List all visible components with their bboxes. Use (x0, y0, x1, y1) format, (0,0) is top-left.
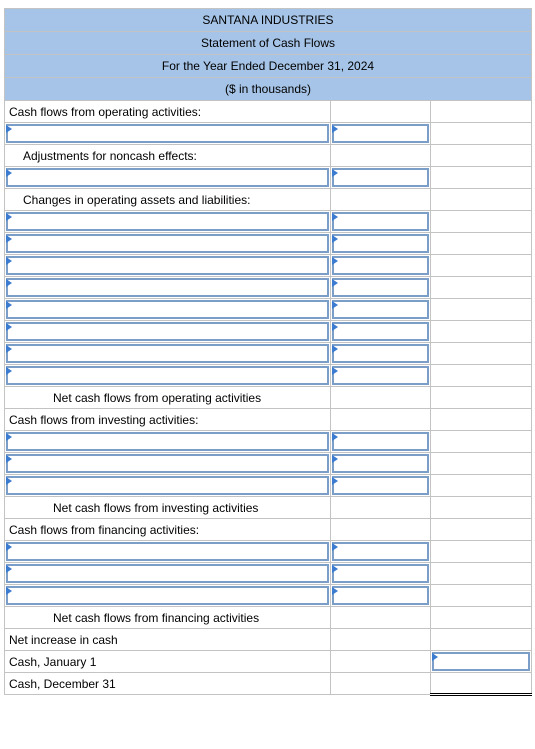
change-amount-input[interactable] (331, 211, 431, 233)
adjustments-heading: Adjustments for noncash effects: (5, 145, 331, 167)
financing-amount-input[interactable] (331, 541, 431, 563)
dropdown-caret-icon (332, 433, 338, 441)
empty-cell (431, 585, 532, 607)
cash-flow-statement-table (4, 8, 532, 696)
empty-cell (331, 629, 431, 651)
empty-cell (431, 277, 532, 299)
financing-item-input[interactable] (5, 563, 331, 585)
investing-amount-input[interactable] (331, 453, 431, 475)
change-amount-input[interactable] (331, 255, 431, 277)
operating-amount-input[interactable] (331, 123, 431, 145)
dropdown-caret-icon (332, 587, 338, 595)
dropdown-caret-icon (6, 301, 12, 309)
empty-cell (331, 387, 431, 409)
dropdown-caret-icon (332, 169, 338, 177)
dropdown-caret-icon (6, 169, 12, 177)
empty-cell (331, 673, 431, 695)
net-investing-label: Net cash flows from investing activities (5, 497, 331, 519)
dropdown-caret-icon (332, 301, 338, 309)
change-amount-input[interactable] (331, 321, 431, 343)
change-item-input[interactable] (5, 299, 331, 321)
net-increase-label: Net increase in cash (5, 629, 331, 651)
company-name-text: SANTANA INDUSTRIES (202, 13, 334, 27)
empty-cell (431, 541, 532, 563)
empty-cell (431, 563, 532, 585)
empty-cell (331, 607, 431, 629)
empty-cell (431, 299, 532, 321)
empty-cell (431, 189, 532, 211)
dropdown-caret-icon (6, 323, 12, 331)
operating-heading: Cash flows from operating activities: (5, 101, 331, 123)
change-item-input[interactable] (5, 343, 331, 365)
empty-cell (431, 145, 532, 167)
financing-heading: Cash flows from financing activities: (5, 519, 331, 541)
financing-item-input[interactable] (5, 541, 331, 563)
net-operating-total-cell (431, 387, 532, 409)
empty-cell (331, 145, 431, 167)
financing-amount-input[interactable] (331, 585, 431, 607)
net-increase-total-cell (431, 629, 532, 651)
dropdown-caret-icon (332, 279, 338, 287)
empty-cell (331, 409, 431, 431)
statement-period-text: For the Year Ended December 31, 2024 (161, 59, 375, 73)
dropdown-caret-icon (332, 543, 338, 551)
change-item-input[interactable] (5, 233, 331, 255)
empty-cell (331, 497, 431, 519)
cash-dec31-total-cell (431, 673, 532, 695)
change-item-input[interactable] (5, 211, 331, 233)
adjustment-amount-input[interactable] (331, 167, 431, 189)
empty-cell (431, 255, 532, 277)
empty-cell (331, 651, 431, 673)
investing-amount-input[interactable] (331, 475, 431, 497)
dropdown-caret-icon (6, 543, 12, 551)
dropdown-caret-icon (332, 565, 338, 573)
net-investing-total-cell (431, 497, 532, 519)
change-item-input[interactable] (5, 255, 331, 277)
dropdown-caret-icon (332, 257, 338, 265)
empty-cell (331, 189, 431, 211)
change-item-input[interactable] (5, 365, 331, 387)
dropdown-caret-icon (6, 235, 12, 243)
change-amount-input[interactable] (331, 299, 431, 321)
empty-cell (331, 519, 431, 541)
dropdown-caret-icon (6, 433, 12, 441)
change-item-input[interactable] (5, 277, 331, 299)
statement-units-text: ($ in thousands) (224, 82, 312, 96)
empty-cell (331, 101, 431, 123)
dropdown-caret-icon (6, 565, 12, 573)
empty-cell (431, 409, 532, 431)
dropdown-caret-icon (6, 345, 12, 353)
dropdown-caret-icon (6, 477, 12, 485)
dropdown-caret-icon (6, 367, 12, 375)
operating-item-input[interactable] (5, 123, 331, 145)
empty-cell (431, 211, 532, 233)
dropdown-caret-icon (332, 345, 338, 353)
dropdown-caret-icon (432, 653, 438, 661)
cash-jan1-label: Cash, January 1 (5, 651, 331, 673)
net-financing-label: Net cash flows from financing activities (5, 607, 331, 629)
net-financing-total-cell (431, 607, 532, 629)
dropdown-caret-icon (332, 125, 338, 133)
change-amount-input[interactable] (331, 277, 431, 299)
statement-period (5, 55, 532, 78)
investing-item-input[interactable] (5, 475, 331, 497)
adjustment-item-input[interactable] (5, 167, 331, 189)
cash-jan1-amount-input[interactable] (431, 651, 532, 673)
empty-cell (431, 453, 532, 475)
empty-cell (431, 431, 532, 453)
financing-amount-input[interactable] (331, 563, 431, 585)
dropdown-caret-icon (332, 455, 338, 463)
dropdown-caret-icon (332, 235, 338, 243)
financing-item-input[interactable] (5, 585, 331, 607)
change-amount-input[interactable] (331, 343, 431, 365)
empty-cell (431, 101, 532, 123)
dropdown-caret-icon (332, 367, 338, 375)
empty-cell (431, 343, 532, 365)
dropdown-caret-icon (6, 279, 12, 287)
investing-amount-input[interactable] (331, 431, 431, 453)
empty-cell (431, 519, 532, 541)
changes-heading: Changes in operating assets and liabilities: (5, 189, 331, 211)
dropdown-caret-icon (6, 213, 12, 221)
statement-title-text: Statement of Cash Flows (200, 36, 336, 50)
dropdown-caret-icon (6, 257, 12, 265)
empty-cell (431, 321, 532, 343)
dropdown-caret-icon (332, 213, 338, 221)
investing-item-input[interactable] (5, 453, 331, 475)
net-operating-label: Net cash flows from operating activities (5, 387, 331, 409)
investing-item-input[interactable] (5, 431, 331, 453)
company-name (5, 9, 532, 32)
dropdown-caret-icon (332, 477, 338, 485)
dropdown-caret-icon (332, 323, 338, 331)
dropdown-caret-icon (6, 587, 12, 595)
empty-cell (431, 365, 532, 387)
change-amount-input[interactable] (331, 365, 431, 387)
investing-heading: Cash flows from investing activities: (5, 409, 331, 431)
empty-cell (431, 167, 532, 189)
empty-cell (431, 123, 532, 145)
statement-title (5, 32, 532, 55)
cash-dec31-label: Cash, December 31 (5, 673, 331, 695)
change-item-input[interactable] (5, 321, 331, 343)
change-amount-input[interactable] (331, 233, 431, 255)
empty-cell (431, 233, 532, 255)
statement-units (5, 78, 532, 101)
dropdown-caret-icon (6, 455, 12, 463)
empty-cell (431, 475, 532, 497)
dropdown-caret-icon (6, 125, 12, 133)
